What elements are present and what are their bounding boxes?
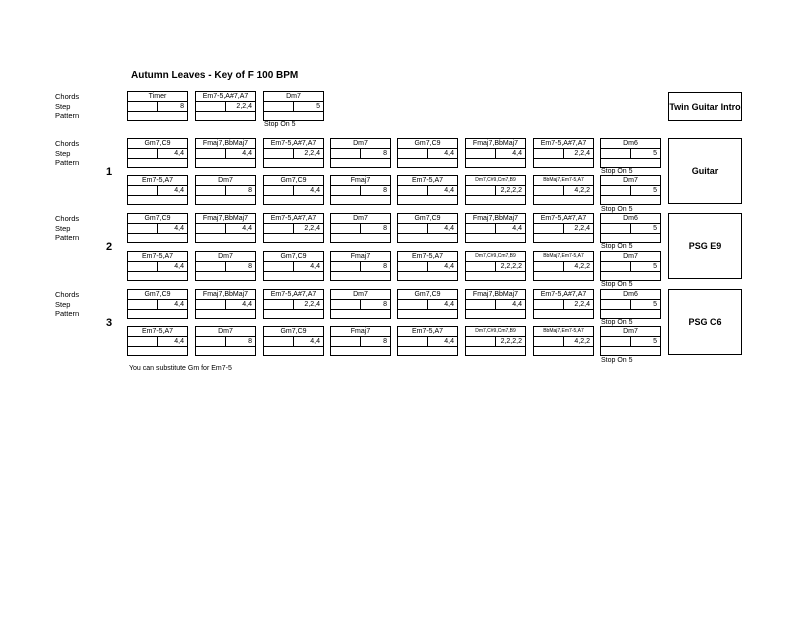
step-value: 8 — [383, 225, 387, 232]
chord-box — [195, 213, 256, 243]
step-value: 5 — [653, 150, 657, 157]
step-cell — [128, 224, 187, 234]
chords-label: Chords — [55, 92, 80, 101]
step-cell — [331, 186, 390, 196]
chord-box — [397, 213, 458, 243]
step-value: 8 — [248, 187, 252, 194]
step-cell — [466, 186, 525, 196]
chord-name: Fmaj7,BbMaj7 — [196, 214, 255, 224]
chord-name: Em7-5,A#7,A7 — [264, 290, 323, 300]
chord-box — [600, 251, 661, 281]
step-value: 2,2,4 — [304, 225, 320, 232]
step-value: 5 — [653, 225, 657, 232]
step-value: 4,4 — [444, 225, 454, 232]
step-value: 5 — [316, 103, 320, 110]
step-cell — [534, 337, 593, 347]
step-cell — [601, 300, 660, 310]
pattern-label: Pattern — [55, 233, 80, 242]
chord-name: Fmaj7,BbMaj7 — [196, 290, 255, 300]
step-cell — [398, 149, 457, 159]
step-cell — [264, 224, 323, 234]
stop-on-label: Stop On 5 — [601, 357, 633, 364]
chord-name: Em7-5,A7 — [398, 252, 457, 262]
step-value: 8 — [248, 263, 252, 270]
step-value: 4,4 — [310, 338, 320, 345]
chord-box — [397, 175, 458, 205]
step-cell — [398, 186, 457, 196]
chord-box — [127, 251, 188, 281]
chord-name: Timer — [128, 92, 187, 102]
step-value: 8 — [180, 103, 184, 110]
step-cell — [466, 262, 525, 272]
step-value: 4,4 — [174, 225, 184, 232]
chord-name: BbMaj7,Em7-5,A7 — [534, 327, 593, 337]
chord-box — [195, 91, 256, 121]
step-cell — [196, 224, 255, 234]
chord-name: Dm7 — [196, 252, 255, 262]
step-value: 4,4 — [444, 187, 454, 194]
step-cell — [398, 300, 457, 310]
step-cell — [331, 337, 390, 347]
step-cell — [331, 300, 390, 310]
step-value: 2,2,4 — [304, 150, 320, 157]
step-value: 8 — [248, 338, 252, 345]
step-value: 4,4 — [242, 225, 252, 232]
step-cell — [601, 224, 660, 234]
step-cell — [331, 224, 390, 234]
step-cell — [128, 149, 187, 159]
step-value: 2,2,2,2 — [500, 263, 522, 270]
chord-box — [330, 326, 391, 356]
step-cell — [398, 337, 457, 347]
step-cell — [534, 262, 593, 272]
step-value: 4,4 — [174, 187, 184, 194]
chord-box — [600, 289, 661, 319]
step-cell — [264, 300, 323, 310]
step-value: 4,4 — [512, 225, 522, 232]
chord-box — [533, 138, 594, 168]
stop-on-label: Stop On 5 — [601, 281, 633, 288]
chord-box — [263, 138, 324, 168]
chord-box — [127, 138, 188, 168]
step-cell — [128, 102, 187, 112]
step-value: 2,2,4 — [574, 225, 590, 232]
chord-box — [465, 213, 526, 243]
section-number-1: 1 — [106, 166, 113, 178]
chord-name: Fmaj7 — [331, 252, 390, 262]
step-value: 4,4 — [174, 301, 184, 308]
chord-name: Em7-5,A7 — [398, 327, 457, 337]
chord-name: Fmaj7 — [331, 176, 390, 186]
chord-name: Dm7 — [601, 327, 660, 337]
step-value: 4,4 — [444, 338, 454, 345]
step-value: 8 — [383, 150, 387, 157]
section-number-2: 2 — [106, 241, 113, 253]
chord-box — [195, 175, 256, 205]
step-cell — [534, 224, 593, 234]
step-value: 4,4 — [242, 150, 252, 157]
step-cell — [128, 337, 187, 347]
step-cell — [534, 149, 593, 159]
pattern-label: Pattern — [55, 111, 80, 120]
step-value: 5 — [653, 263, 657, 270]
chord-name: Gm7,C9 — [264, 176, 323, 186]
chord-name: Gm7,C9 — [264, 252, 323, 262]
chord-box — [330, 289, 391, 319]
chord-name: Dm7 — [601, 176, 660, 186]
step-cell — [196, 149, 255, 159]
chord-box — [127, 91, 188, 121]
step-cell — [196, 102, 255, 112]
step-value: 4,4 — [512, 150, 522, 157]
step-cell — [601, 262, 660, 272]
chord-name: Dm6 — [601, 214, 660, 224]
chord-name: Dm7 — [331, 139, 390, 149]
chord-box — [127, 289, 188, 319]
chord-box — [600, 175, 661, 205]
step-value: 4,2,2 — [574, 263, 590, 270]
chord-name: Em7-5,A7 — [128, 252, 187, 262]
chord-box — [195, 138, 256, 168]
chord-name: Em7-5,A#7,A7 — [264, 139, 323, 149]
chord-name: Dm6 — [601, 290, 660, 300]
chord-name: Dm7 — [601, 252, 660, 262]
chord-name: Dm7 — [196, 327, 255, 337]
step-cell — [196, 300, 255, 310]
section-number-3: 3 — [106, 317, 113, 329]
step-cell — [264, 186, 323, 196]
step-value: 4,4 — [444, 263, 454, 270]
chord-box — [127, 213, 188, 243]
step-cell — [398, 262, 457, 272]
chord-name: Fmaj7,BbMaj7 — [466, 214, 525, 224]
chord-name: Fmaj7,BbMaj7 — [466, 139, 525, 149]
step-value: 4,4 — [174, 263, 184, 270]
step-label: Step — [55, 101, 71, 111]
step-value: 2,2,2,2 — [500, 187, 522, 194]
chord-box — [127, 175, 188, 205]
row-labels-section-2 — [55, 214, 79, 243]
step-value: 2,2,2,2 — [500, 338, 522, 345]
chords-label: Chords — [55, 290, 80, 299]
chord-name: Dm7 — [196, 176, 255, 186]
chord-name: Dm7 — [331, 290, 390, 300]
step-cell — [601, 337, 660, 347]
step-value: 8 — [383, 338, 387, 345]
stop-on-label: Stop On 5 — [601, 319, 633, 326]
chord-box — [330, 213, 391, 243]
step-value: 4,4 — [310, 263, 320, 270]
chord-name: Gm7,C9 — [398, 139, 457, 149]
chord-box — [330, 251, 391, 281]
step-cell — [534, 186, 593, 196]
step-value: 5 — [653, 338, 657, 345]
step-cell — [264, 337, 323, 347]
step-cell — [196, 262, 255, 272]
stop-on-label: Stop On 5 — [264, 121, 296, 128]
chord-name: Gm7,C9 — [128, 290, 187, 300]
section-label-box-2: PSG E9 — [668, 213, 742, 279]
chord-box — [195, 326, 256, 356]
step-cell — [466, 224, 525, 234]
step-cell — [601, 186, 660, 196]
step-value: 4,4 — [512, 301, 522, 308]
chord-box — [533, 326, 594, 356]
step-value: 2,2,4 — [574, 301, 590, 308]
chord-box — [533, 251, 594, 281]
intro-label-box: Twin Guitar Intro — [668, 92, 742, 121]
row-labels-intro — [55, 92, 79, 121]
chord-box — [600, 138, 661, 168]
chord-box — [263, 213, 324, 243]
step-value: 4,4 — [444, 150, 454, 157]
step-cell — [398, 224, 457, 234]
step-value: 8 — [383, 301, 387, 308]
chord-name: Dm7 — [264, 92, 323, 102]
chord-name: Gm7,C9 — [398, 214, 457, 224]
step-cell — [264, 149, 323, 159]
step-value: 2,2,4 — [574, 150, 590, 157]
chord-name: Fmaj7 — [331, 327, 390, 337]
chord-name: Dm7 — [331, 214, 390, 224]
step-value: 4,2,2 — [574, 187, 590, 194]
chords-label: Chords — [55, 139, 80, 148]
stop-on-label: Stop On 5 — [601, 206, 633, 213]
step-cell — [331, 262, 390, 272]
step-cell — [128, 186, 187, 196]
step-value: 4,4 — [310, 187, 320, 194]
chord-box — [263, 326, 324, 356]
step-cell — [466, 300, 525, 310]
step-value: 4,4 — [174, 338, 184, 345]
step-cell — [331, 149, 390, 159]
chord-box — [465, 289, 526, 319]
chord-name: Fmaj7,BbMaj7 — [196, 139, 255, 149]
chord-name: Dm7,C#9,Cm7,B9 — [466, 327, 525, 337]
chord-name: Em7-5,A#7,A7 — [196, 92, 255, 102]
step-value: 4,4 — [242, 301, 252, 308]
chord-name: Gm7,C9 — [128, 139, 187, 149]
step-cell — [128, 300, 187, 310]
chords-label: Chords — [55, 214, 80, 223]
chord-box — [263, 251, 324, 281]
step-label: Step — [55, 148, 71, 158]
chord-box — [533, 289, 594, 319]
step-value: 4,2,2 — [574, 338, 590, 345]
chord-box — [533, 213, 594, 243]
page-title: Autumn Leaves - Key of F 100 BPM — [131, 70, 299, 81]
step-value: 8 — [383, 263, 387, 270]
step-cell — [264, 102, 323, 112]
chord-box — [465, 251, 526, 281]
chord-name: Em7-5,A7 — [398, 176, 457, 186]
chord-box — [465, 138, 526, 168]
chord-name: Em7-5,A#7,A7 — [534, 290, 593, 300]
step-cell — [264, 262, 323, 272]
chord-name: Dm7,C#9,Cm7,B9 — [466, 176, 525, 186]
chord-box — [600, 213, 661, 243]
step-value: 2,2,4 — [304, 301, 320, 308]
step-cell — [601, 149, 660, 159]
step-label: Step — [55, 223, 71, 233]
step-cell — [534, 300, 593, 310]
section-label-box-3: PSG C6 — [668, 289, 742, 355]
step-cell — [196, 186, 255, 196]
pattern-label: Pattern — [55, 158, 80, 167]
step-cell — [196, 337, 255, 347]
chord-box — [397, 251, 458, 281]
section-label-box-1: Guitar — [668, 138, 742, 204]
substitution-note: You can substitute Gm for Em7-5 — [129, 365, 232, 372]
step-cell — [466, 149, 525, 159]
chord-box — [195, 289, 256, 319]
chord-box — [263, 91, 324, 121]
chord-name: BbMaj7,Em7-5,A7 — [534, 176, 593, 186]
step-cell — [466, 337, 525, 347]
chord-box — [263, 175, 324, 205]
step-cell — [128, 262, 187, 272]
chord-name: Em7-5,A#7,A7 — [534, 214, 593, 224]
chord-box — [397, 138, 458, 168]
chord-name: Em7-5,A7 — [128, 176, 187, 186]
chord-name: Gm7,C9 — [264, 327, 323, 337]
chord-box — [533, 175, 594, 205]
chord-box — [465, 175, 526, 205]
chord-box — [195, 251, 256, 281]
chord-name: Gm7,C9 — [128, 214, 187, 224]
step-value: 5 — [653, 187, 657, 194]
step-value: 2,2,4 — [236, 103, 252, 110]
chord-name: Dm7,C#9,Cm7,B9 — [466, 252, 525, 262]
chord-name: Fmaj7,BbMaj7 — [466, 290, 525, 300]
chord-name: Em7-5,A#7,A7 — [264, 214, 323, 224]
chord-box — [263, 289, 324, 319]
step-label: Step — [55, 299, 71, 309]
chord-box — [600, 326, 661, 356]
stop-on-label: Stop On 5 — [601, 168, 633, 175]
chord-box — [127, 326, 188, 356]
chord-name: BbMaj7,Em7-5,A7 — [534, 252, 593, 262]
chord-box — [330, 175, 391, 205]
chord-name: Em7-5,A7 — [128, 327, 187, 337]
chord-box — [465, 326, 526, 356]
row-labels-section-1 — [55, 139, 79, 168]
chord-box — [397, 289, 458, 319]
chord-name: Gm7,C9 — [398, 290, 457, 300]
step-value: 4,4 — [174, 150, 184, 157]
step-value: 5 — [653, 301, 657, 308]
stop-on-label: Stop On 5 — [601, 243, 633, 250]
chord-name: Em7-5,A#7,A7 — [534, 139, 593, 149]
chord-name: Dm6 — [601, 139, 660, 149]
chord-box — [330, 138, 391, 168]
step-value: 8 — [383, 187, 387, 194]
chord-box — [397, 326, 458, 356]
pattern-label: Pattern — [55, 309, 80, 318]
step-value: 4,4 — [444, 301, 454, 308]
row-labels-section-3 — [55, 290, 79, 319]
